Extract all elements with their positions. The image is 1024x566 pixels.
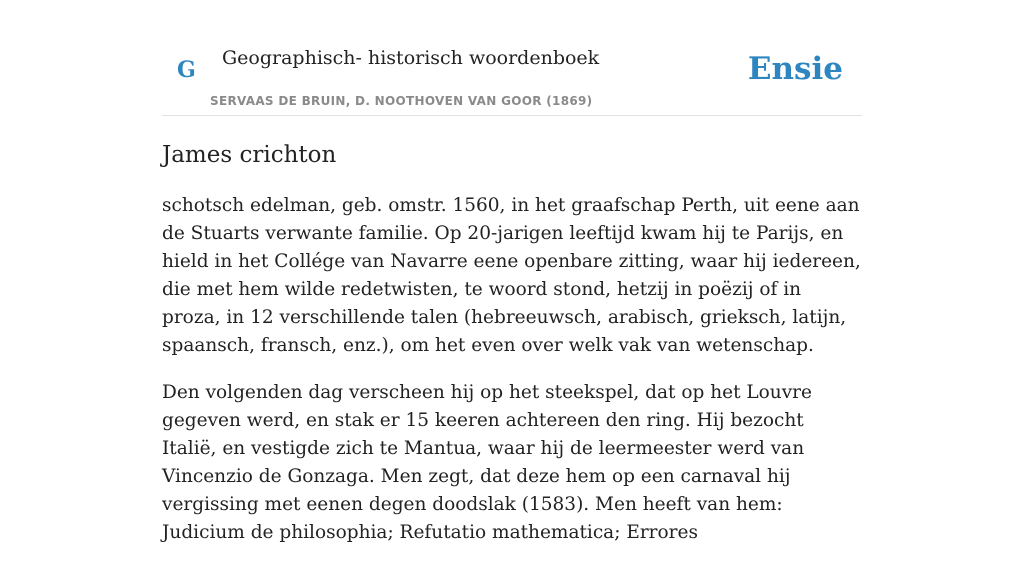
entry-paragraph: schotsch edelman, geb. omstr. 1560, in het graafschap Perth, uit eene aan de Stuarts verwante familie. Op 20-jarigen leeftijd kwam hij te Parijs, en hield in het Collége van Navarre eene openbare zitting, waar hij iedereen, die met hem wilde redetwisten, te woord stond, hetzij in poëzij of in proza, in 12 verschillende talen (hebreeuwsch, arabisch, grieksch, latijn, spaansch, fransch, enz.), om het even over welk vak van wetenschap. [162,195,861,356]
book-letter-icon[interactable]: G [177,57,196,83]
entry-paragraph: Den volgenden dag verscheen hij op het steekspel, dat op het Louvre gegeven werd, en stak er 15 keeren achtereen den ring. Hij bezocht Italië, en vestigde zich te Mantua, waar hij de leermeester werd van Vincenzio de Gonzaga. Men zegt, dat deze hem op een carnaval hij vergissing met eenen degen doodslak (1583). Men heeft van hem: Judicium de philosophia; Refutatio mathematica; Errores [162,382,812,543]
ensie-logo-link[interactable]: Ensie [747,51,843,87]
book-title-link[interactable]: Geographisch- historisch woordenboek [222,47,600,69]
book-authors: SERVAAS DE BRUIN, D. NOOTHOVEN VAN GOOR (1869) [210,94,593,108]
page-container [162,0,862,543]
entry-body [162,192,862,566]
entry-title: James crichton [162,142,337,168]
book-header [162,0,862,116]
